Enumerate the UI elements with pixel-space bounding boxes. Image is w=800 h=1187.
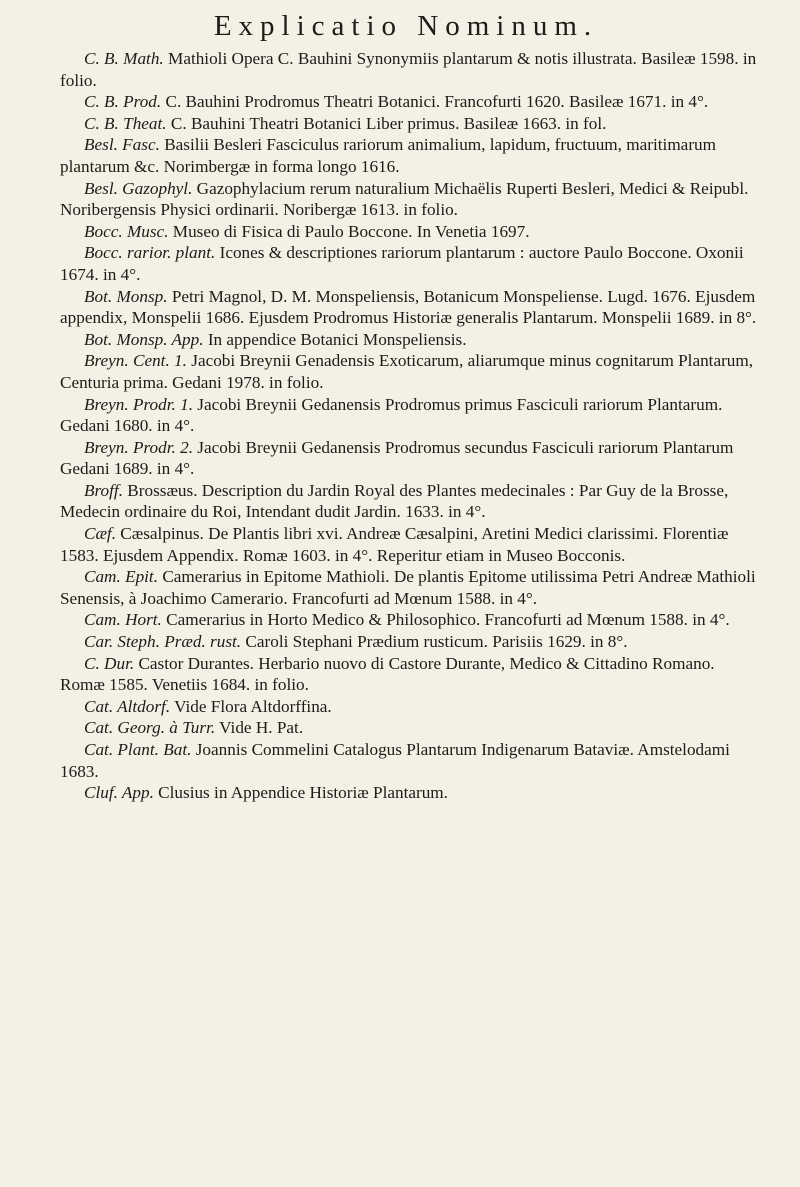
- entry: [60, 286, 760, 329]
- entry-abbreviation: Cat. Plant. Bat.: [84, 740, 192, 759]
- entry-abbreviation: Bot. Monsp.: [84, 286, 168, 306]
- entry-text: Camerarius in Horto Medico & Philosophico. Francofurti ad Mœnum 1588. in 4°.: [166, 610, 730, 630]
- entry-abbreviation: C. Dur.: [84, 653, 135, 673]
- entry-abbreviation: Cluf. App.: [84, 783, 154, 803]
- entry-abbreviation: Cat. Altdorf.: [84, 696, 171, 716]
- entry-abbreviation: Besl. Gazophyl.: [84, 178, 193, 198]
- entry-text: Icones & descriptiones rariorum plantarum : auctore Paulo Boccone. Oxonii 1674. in 4°.: [60, 243, 744, 284]
- entry: [60, 242, 760, 285]
- entry-abbreviation: Bot. Monsp. App.: [84, 329, 204, 349]
- entry-abbreviation: Breyn. Cent. 1.: [84, 351, 187, 371]
- entry-abbreviation: Breyn. Prodr. 1.: [84, 394, 193, 414]
- entry-abbreviation: Bocc. rarior. plant.: [84, 243, 216, 263]
- entry-text: In appendice Botanici Monspeliensis.: [207, 329, 467, 349]
- entry: [60, 113, 760, 135]
- entry: [60, 178, 760, 221]
- entry: [60, 782, 760, 804]
- entry-abbreviation: C. B. Math.: [84, 49, 164, 68]
- entry: [60, 437, 760, 480]
- entry-abbreviation: Broff.: [84, 480, 123, 500]
- entry-text: Jacobi Breynii Gedanensis Prodromus primus Fasciculi rariorum Plantarum. Gedani 1680. in 4°.: [60, 394, 723, 436]
- entry: [60, 221, 760, 243]
- entry-text: C. Bauhini Prodromus Theatri Botanici. Francofurti 1620. Basileæ 1671. in 4°.: [165, 92, 709, 112]
- entry: [60, 329, 760, 351]
- entry: [60, 566, 760, 609]
- entry-text: Brossæus. Description du Jardin Royal des Plantes medecinales : Par Guy de la Brosse, Medecin ordinaire du Roi, Intendant dudit Jardin. 1633. in 4°.: [60, 480, 729, 522]
- entry-abbreviation: C. B. Prod.: [84, 92, 162, 112]
- entry: [60, 609, 760, 631]
- entry-abbreviation: Bocc. Musc.: [84, 221, 169, 241]
- entry-text: Petri Magnol, D. M. Monspeliensis, Botanicum Monspeliense. Lugd. 1676. Ejusdem appendix, Monspelii 1686. Ejusdem Prodromus Historiæ generalis Plantarum. Monspelii 1689. in 8°.: [60, 286, 757, 328]
- entry: [60, 523, 760, 566]
- entry: [60, 48, 760, 91]
- entry-text: Joannis Commelini Catalogus Plantarum Indigenarum Bataviæ. Amstelodami 1683.: [60, 740, 730, 781]
- entry-text: Gazophylacium rerum naturalium Michaëlis Ruperti Besleri, Medici & Reipubl. Noribergensis Physici ordinarii. Noribergæ 1613. in folio.: [60, 178, 749, 220]
- entry-abbreviation: Cat. Georg. à Turr.: [84, 718, 216, 738]
- entry-text: Mathioli Opera C. Bauhini Synonymiis plantarum & notis illustrata. Basileæ 1598. in folio.: [60, 49, 757, 90]
- entry-list: [60, 48, 760, 804]
- entry-text: Vide H. Pat.: [219, 718, 304, 738]
- entry-abbreviation: Cam. Epit.: [84, 567, 159, 587]
- entry: [60, 631, 760, 653]
- entry: [60, 134, 760, 177]
- entry-abbreviation: Cam. Hort.: [84, 610, 162, 630]
- entry-abbreviation: C. B. Theat.: [84, 113, 167, 133]
- entry-text: Cæsalpinus. De Plantis libri xvi. Andreæ Cæsalpini, Aretini Medici clarissimi. Florentiæ 1583. Ejusdem Appendix. Romæ 1603. in 4°. Reperitur etiam in Museo Bocconis.: [60, 524, 729, 565]
- entry-text: Camerarius in Epitome Mathioli. De plantis Epitome utilissima Petri Andreæ Mathioli Senensis, à Joachimo Camerario. Francofurti ad Mœnum 1588. in 4°.: [60, 567, 756, 608]
- entry-text: Vide Flora Altdorffina.: [174, 696, 332, 716]
- entry: [60, 350, 760, 393]
- entry: [60, 653, 760, 696]
- entry-text: Museo di Fisica di Paulo Boccone. In Venetia 1697.: [172, 221, 530, 241]
- entry-abbreviation: Besl. Fasc.: [84, 135, 160, 155]
- entry: [60, 91, 760, 113]
- entry-abbreviation: Breyn. Prodr. 2.: [84, 437, 193, 457]
- entry-abbreviation: Car. Steph. Præd. rust.: [84, 632, 242, 652]
- entry-text: Caroli Stephani Prædium rusticum. Parisiis 1629. in 8°.: [245, 632, 628, 652]
- entry-text: Jacobi Breynii Genadensis Exoticarum, aliarumque minus cognitarum Plantarum, Centuria prima. Gedani 1978. in folio.: [60, 351, 754, 392]
- entry: [60, 394, 760, 437]
- entry: [60, 696, 760, 718]
- entry-text: Clusius in Appendice Historiæ Plantarum.: [158, 783, 448, 803]
- entry-text: C. Bauhini Theatri Botanici Liber primus. Basileæ 1663. in fol.: [170, 113, 607, 133]
- entry-abbreviation: Cæf.: [84, 524, 116, 544]
- entry: [60, 480, 760, 523]
- entry-text: Castor Durantes. Herbario nuovo di Castore Durante, Medico & Cittadino Romano. Romæ 1585. Venetiis 1684. in folio.: [60, 653, 715, 695]
- page-header: Explicatio Nominum.: [213, 10, 599, 42]
- entry-text: Basilii Besleri Fasciculus rariorum animalium, lapidum, fructuum, maritimarum plantarum &c. Norimbergæ in forma longo 1616.: [60, 135, 716, 176]
- entry: [60, 739, 760, 782]
- entry: [60, 717, 760, 739]
- entry-text: Jacobi Breynii Gedanensis Prodromus secundus Fasciculi rariorum Plantarum Gedani 1689. in 4°.: [60, 437, 734, 479]
